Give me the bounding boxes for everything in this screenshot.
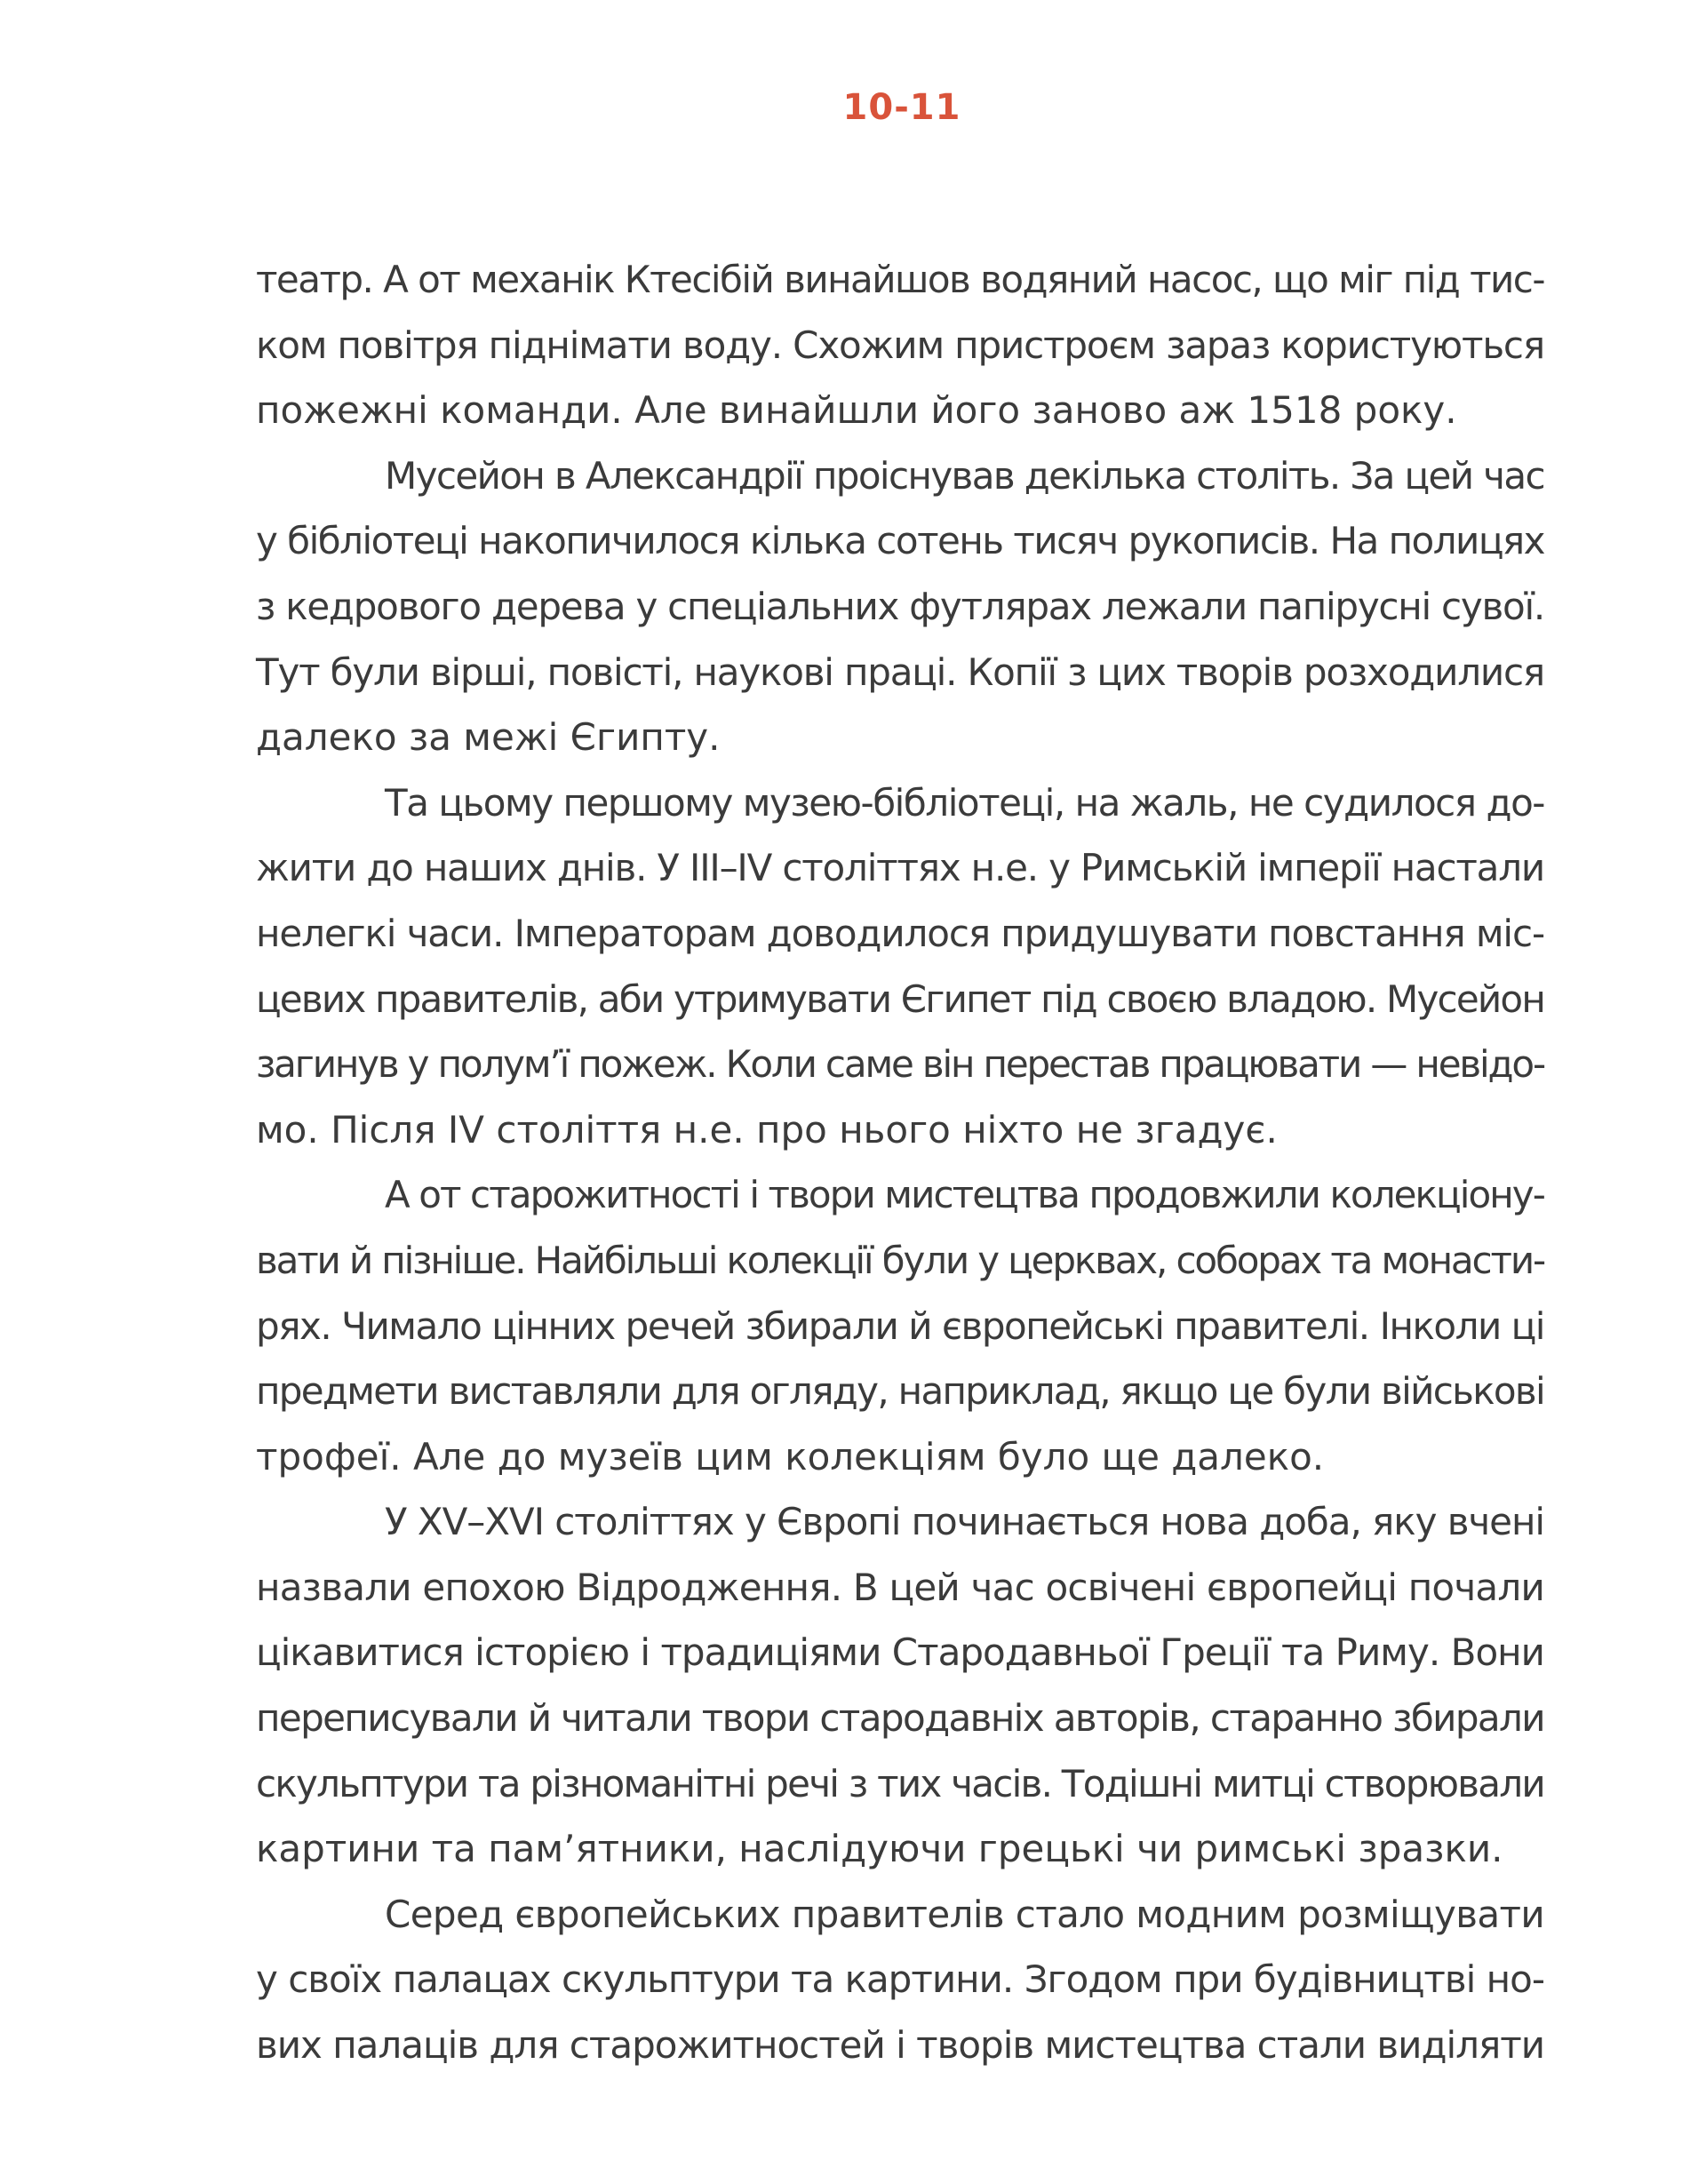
- text-line: нелегкі часи. Імператорам доводилося придушувати повстання міс-: [256, 911, 1544, 955]
- paragraph-first-line: Та цьому першому музею-бібліотеці, на жаль, не судилося до-: [385, 780, 1544, 825]
- text-line: мо. Після ІV століття н.е. про нього ніхто не згадує.: [256, 1107, 1278, 1152]
- text-line: трофеї. Але до музеїв цим колекціям було ще далеко.: [256, 1434, 1325, 1479]
- text-line: вати й пізніше. Найбільші колекції були у церквах, соборах та монасти-: [256, 1238, 1544, 1282]
- text-line: назвали епохою Відродження. В цей час освічені європейці почали: [256, 1565, 1544, 1609]
- page-number: 10-11: [842, 87, 961, 128]
- text-line: цікавитися історією і традиціями Стародавньої Греції та Риму. Вони: [256, 1630, 1544, 1675]
- text-line: переписували й читали твори стародавніх авторів, старанно збирали: [256, 1696, 1544, 1741]
- paragraph-first-line: А от старожитності і твори мистецтва продовжили колекціону-: [385, 1173, 1544, 1217]
- text-line: з кедрового дерева у спеціальних футлярах лежали папірусні сувої.: [256, 584, 1544, 628]
- text-line: театр. А от механік Ктесібій винайшов водяний насос, що міг під тис-: [256, 258, 1544, 301]
- text-line: у своїх палацах скульптури та картини. Згодом при будівництві но-: [256, 1957, 1544, 2002]
- text-line: жити до наших днів. У ІІІ–ІV століттях н.е. у Римській імперії настали: [256, 846, 1544, 890]
- text-line: у бібліотеці накопичилося кілька сотень тисяч рукописів. На полицях: [256, 519, 1544, 563]
- paragraph-first-line: У XV–XVI століттях у Європі починається нова доба, яку вчені: [385, 1500, 1544, 1544]
- paragraph-first-line: Мусейон в Александрії проіснував декілька століть. За цей час: [385, 453, 1544, 498]
- text-line: далеко за межі Єгипту.: [256, 715, 721, 760]
- text-line: картини та пам’ятники, наслідуючи грецькі чи римські зразки.: [256, 1827, 1503, 1871]
- text-line: скульптури та різноманітні речі з тих часів. Тодішні митці створювали: [256, 1761, 1544, 1805]
- text-line: ком повітря піднімати воду. Схожим пристроєм зараз користуються: [256, 323, 1544, 367]
- text-line: Тут були вірші, повісті, наукові праці. Копії з цих творів розходилися: [256, 650, 1544, 694]
- body-text: [256, 247, 1544, 2078]
- text-line: рях. Чимало цінних речей збирали й європейські правителі. Інколи ці: [256, 1303, 1544, 1348]
- text-line: загинув у полум’ї пожеж. Коли саме він перестав працювати — невідо-: [256, 1042, 1544, 1087]
- text-line: предмети виставляли для огляду, наприклад, якщо це були військові: [256, 1369, 1544, 1414]
- text-line: цевих правителів, аби утримувати Єгипет під своєю владою. Мусейон: [256, 976, 1544, 1021]
- paragraph-first-line: Серед європейських правителів стало модним розміщувати: [385, 1892, 1544, 1936]
- text-line: вих палаців для старожитностей і творів мистецтва стали виділяти: [256, 2023, 1544, 2068]
- text-line: пожежні команди. Але винайшли його заново аж 1518 року.: [256, 388, 1457, 433]
